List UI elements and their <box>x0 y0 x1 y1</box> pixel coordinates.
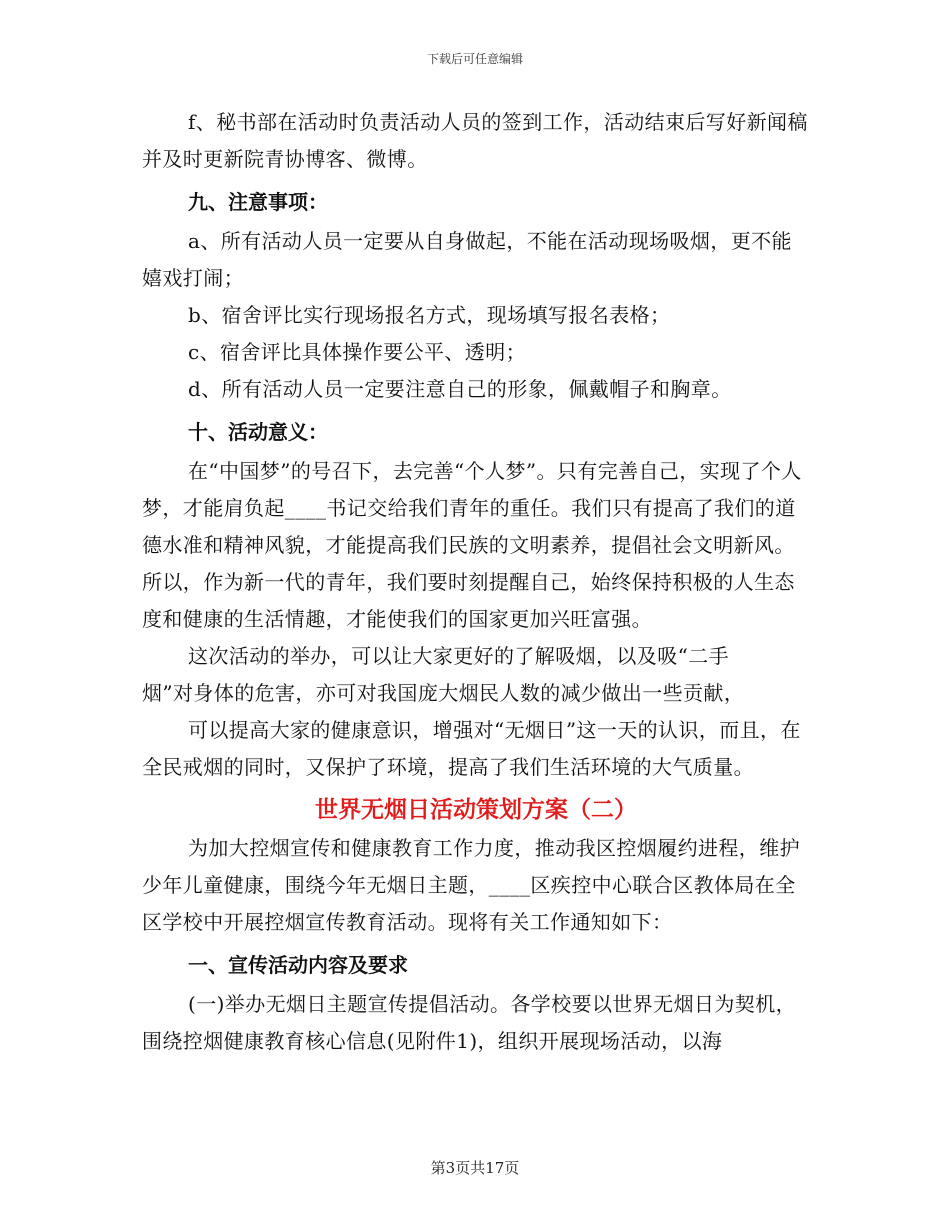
page-footer: 第3页共17页 <box>430 1159 520 1177</box>
heading-publicity: 一、宣传活动内容及要求 <box>188 953 408 977</box>
paragraph-intro: 为加大控烟宣传和健康教育工作力度，推动我区控烟履约进程，维护少年儿童健康，围绕今年无烟日主题，____区疾控中心联合区教体局在全区学校中开展控烟宣传教育活动。现将有关工作通知如下： <box>142 836 800 934</box>
item-d: d、所有活动人员一定要注意自己的形象，佩戴帽子和胸章。 <box>188 377 732 401</box>
heading-precautions: 九、注意事项： <box>188 190 328 214</box>
section-title: 世界无烟日活动策划方案（二） <box>315 797 637 823</box>
paragraph-activity-line2: 烟”对身体的危害，亦可对我国庞大烟民人数的减少做出一些贡献， <box>142 681 745 705</box>
item-c: c、宿舍评比具体操作要公平、透明； <box>188 340 527 364</box>
paragraph-activity-line1: 这次活动的举办，可以让大家更好的了解吸烟，以及吸“二手 <box>188 644 730 668</box>
item-b: b、宿舍评比实行现场报名方式，现场填写报名表格； <box>188 303 671 327</box>
item-a: a、所有活动人员一定要从自身做起，不能在活动现场吸烟，更不能嬉戏打闹； <box>142 229 792 290</box>
page-header: 下载后可任意编辑 <box>426 52 523 66</box>
paragraph-f: f、秘书部在活动时负责活动人员的签到工作，活动结束后写好新闻稿并及时更新院青协博客、微博。 <box>142 110 808 171</box>
paragraph-significance: 在“中国梦”的号召下，去完善“个人梦”。只有完善自己，实现了个人梦，才能肩负起____书记交给我们青年的重任。我们只有提高了我们的道德水准和精神风貌，才能提高我们民族的文明素养，提倡社会文明新风。所以，作为新一代的青年，我们要时刻提醒自己，始终保持积极的人生态度和健康的生活情趣，才能使我们的国家更加兴旺富强。 <box>142 459 802 631</box>
item-1: (一)举办无烟日主题宣传提倡活动。各学校要以世界无烟日为契机，围绕控烟健康教育核心信息(见附件1)，组织开展现场活动，以海 <box>142 992 797 1053</box>
document-body <box>142 104 810 1060</box>
heading-significance: 十、活动意义： <box>188 420 328 444</box>
paragraph-activity-2: 可以提高大家的健康意识，增强对“无烟日”这一天的认识，而且，在全民戒烟的同时，又保护了环境，提高了我们生活环境的大气质量。 <box>142 718 801 779</box>
